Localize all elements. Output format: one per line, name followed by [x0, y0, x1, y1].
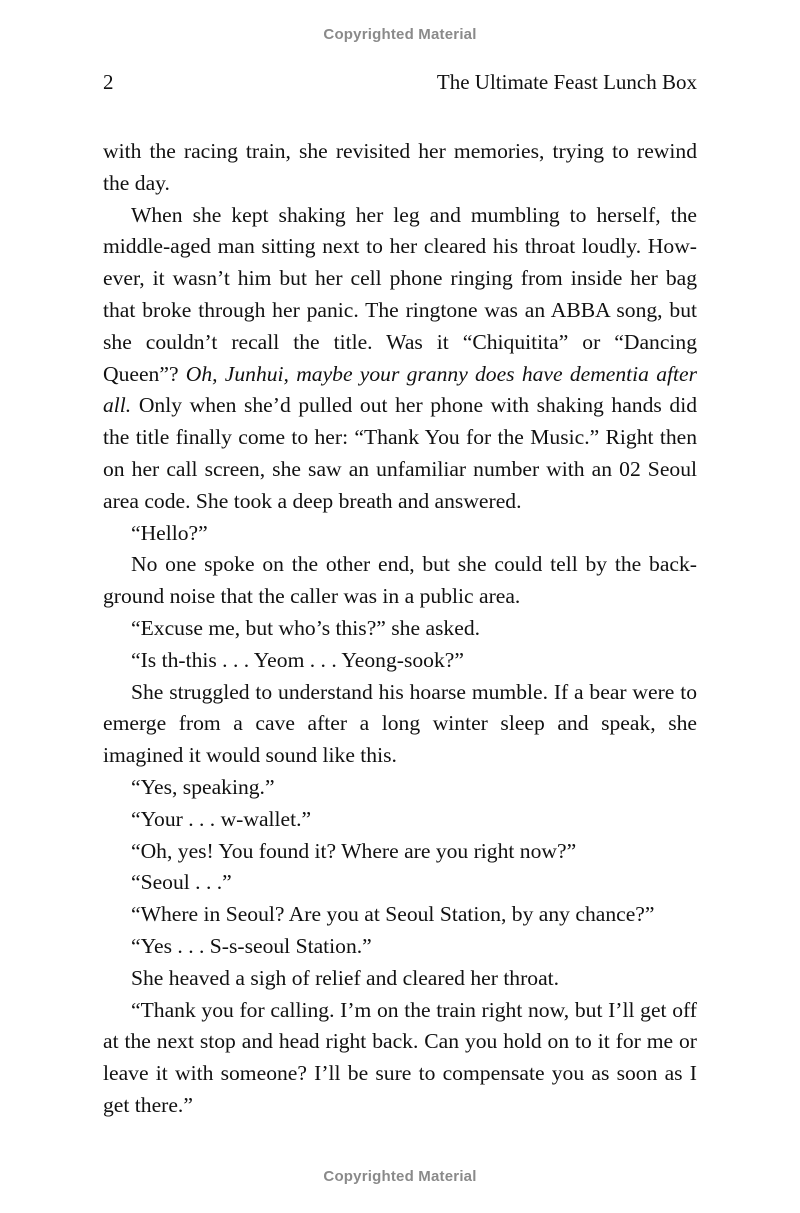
dialogue-line: “Where in Seoul? Are you at Seoul Station, by any chance?” [131, 902, 655, 927]
paragraph: She heaved a sigh of relief and cleared her throat. [131, 965, 560, 990]
copyright-watermark-top: Copyrighted Material [323, 26, 477, 43]
body-text [103, 136, 697, 1122]
dialogue-line: “Seoul . . .” [131, 870, 232, 895]
book-title: The Ultimate Feast Lunch Box [436, 70, 697, 94]
paragraph: No one spoke on the other end, but she could tell by the background noise that the caller was in a public area. [103, 552, 697, 609]
paragraph [103, 200, 697, 518]
paragraph: with the racing train, she revisited her memories, trying to rewind the day. [103, 139, 697, 195]
italic-thought: Oh, Junhui, maybe your granny does have dementia after all. [103, 361, 697, 418]
page-number: 2 [103, 70, 114, 94]
dialogue-line: “Yes . . . S-s-seoul Station.” [131, 933, 372, 958]
dialogue-line: “Excuse me, but who’s this?” she asked. [131, 615, 481, 640]
paragraph: She struggled to understand his hoarse mumble. If a bear were to emerge from a cave after a long winter sleep and speak, she imagined it would sound like this. [103, 679, 697, 768]
dialogue-line: “Hello?” [131, 520, 208, 545]
paragraph-text: When she kept shaking her leg and mumbling to herself, the middle-aged man sitting next to her cleared his throat loudly. However, it wasn’t him but her cell phone ringing from inside her bag that broke through her panic. The ringtone was an ABBA song, but she couldn’t recall the title. Was it “Chiquitita” or “Dancing Queen”? [103, 202, 697, 386]
paragraph-text: Only when she’d pulled out her phone with shaking hands did the title finally come to her: “Thank You for the Music.” Right then on her call screen, she saw an unfamiliar number with an 02 Seoul area code. She took a deep breath and answered. [103, 393, 697, 513]
running-header [103, 70, 697, 98]
dialogue-line: “Oh, yes! You found it? Where are you right now?” [131, 838, 577, 863]
dialogue-line: “Yes, speaking.” [131, 774, 275, 799]
dialogue-line: “Thank you for calling. I’m on the train right now, but I’ll get off at the next stop and head right back. Can you hold on to it for me or leave it with someone? I’ll be sure to compensate you as soon as I get there.” [103, 997, 697, 1117]
dialogue-line: “Is th-this . . . Yeom . . . Yeong-sook?” [131, 647, 464, 672]
dialogue-line: “Your . . . w-wallet.” [131, 806, 312, 831]
copyright-watermark-bottom: Copyrighted Material [323, 1168, 477, 1185]
